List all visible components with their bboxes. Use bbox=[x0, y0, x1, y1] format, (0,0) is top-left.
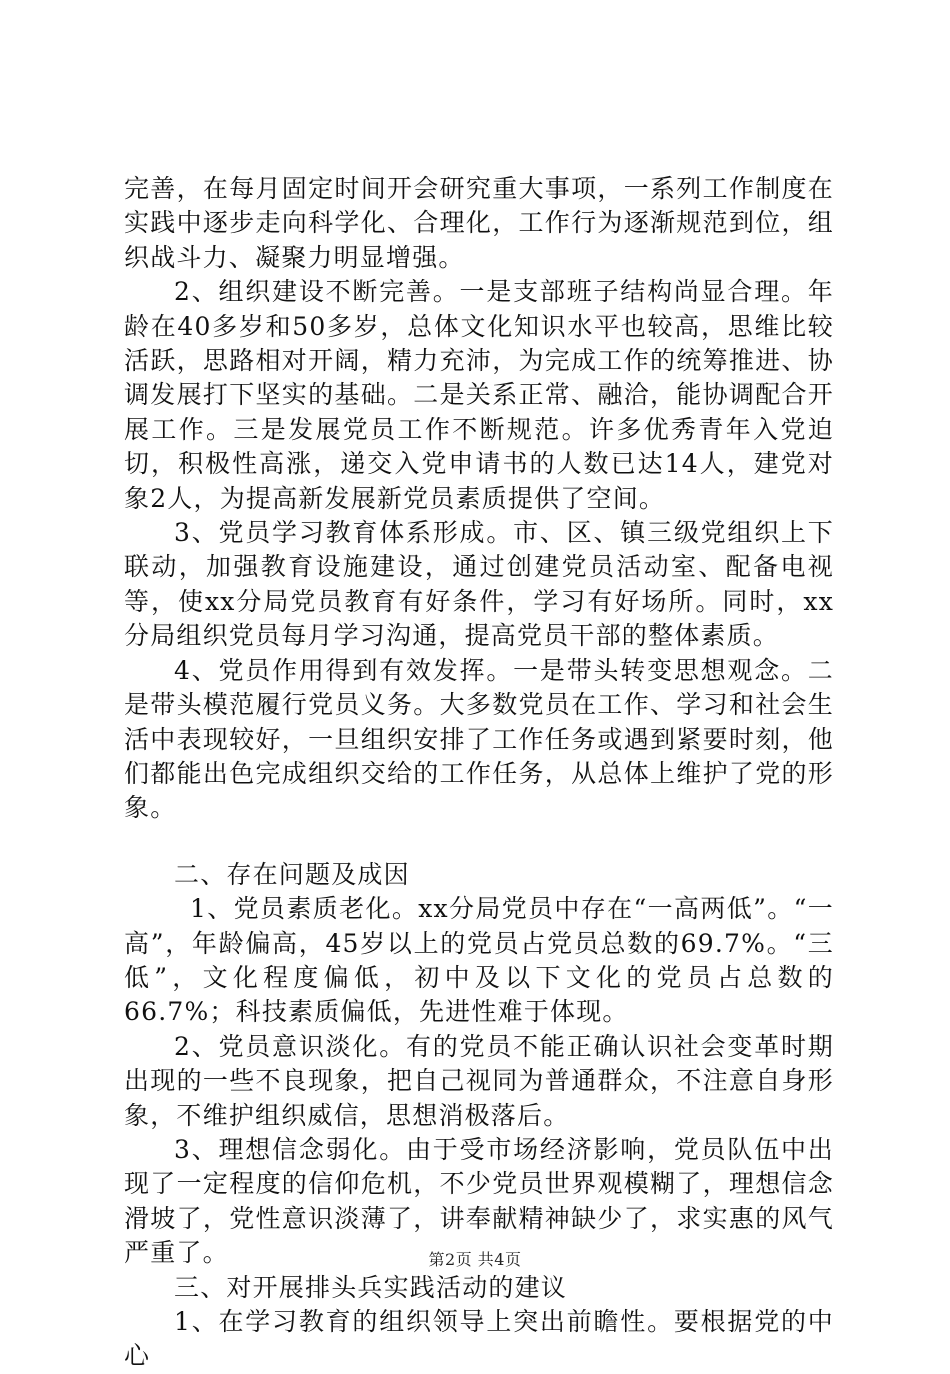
paragraph-awareness: 2、党员意识淡化。有的党员不能正确认识社会变革时期出现的一些不良现象，把自己视同为普通群众，不注意自身形象，不维护组织威信，思想消极落后。 bbox=[124, 1031, 834, 1130]
document-body bbox=[124, 172, 834, 1374]
paragraph-suggestion-1: 1、在学习教育的组织领导上突出前瞻性。要根据党的中心 bbox=[124, 1307, 834, 1371]
paragraph-aging: 1、党员素质老化。xx分局党员中存在“一高两低”。“一高”，年龄偏高，45岁以上的党员占党员总数的69.7%。“三低”，文化程度偏低，初中及以下文化的党员占总数的66.7%；科技素质偏低，先进性难于体现。 bbox=[124, 894, 834, 1027]
paragraph-continuation: 完善，在每月固定时间开会研究重大事项，一系列工作制度在实践中逐步走向科学化、合理化，工作行为逐渐规范到位，组织战斗力、凝聚力明显增强。 bbox=[124, 174, 834, 272]
paragraph-organization-building: 2、组织建设不断完善。一是支部班子结构尚显合理。年龄在40多岁和50多岁，总体文化知识水平也较高，思维比较活跃，思路相对开阔，精力充沛，为完成工作的统筹推进、协调发展打下坚实的基础。二是关系正常、融洽，能协调配合开展工作。三是发展党员工作不断规范。许多优秀青年入党迫切，积极性高涨，递交入党申请书的人数已达14人，建党对象2人，为提高新发展新党员素质提供了空间。 bbox=[124, 277, 834, 513]
section-heading-suggestions: 三、对开展排头兵实践活动的建议 bbox=[174, 1272, 568, 1302]
paragraph-member-role: 4、党员作用得到有效发挥。一是带头转变思想观念。二是带头模范履行党员义务。大多数党员在工作、学习和社会生活中表现较好，一旦组织安排了工作任务或遇到紧要时刻，他们都能出色完成组织交给的工作任务，从总体上维护了党的形象。 bbox=[124, 655, 834, 823]
paragraph-belief: 3、理想信念弱化。由于受市场经济影响，党员队伍中出现了一定程度的信仰危机，不少党员世界观模糊了，理想信念滑坡了，党性意识淡薄了，讲奉献精神缺少了，求实惠的风气严重了。 bbox=[124, 1134, 834, 1268]
paragraph-study-education: 3、党员学习教育体系形成。市、区、镇三级党组织上下联动，加强教育设施建设，通过创建党员活动室、配备电视等，使xx分局党员教育有好条件，学习有好场所。同时，xx分局组织党员每月学习沟通，提高党员干部的整体素质。 bbox=[124, 518, 834, 651]
page-footer: 第2页 共4页 bbox=[428, 1250, 522, 1269]
section-heading-problems: 二、存在问题及成因 bbox=[174, 859, 410, 889]
